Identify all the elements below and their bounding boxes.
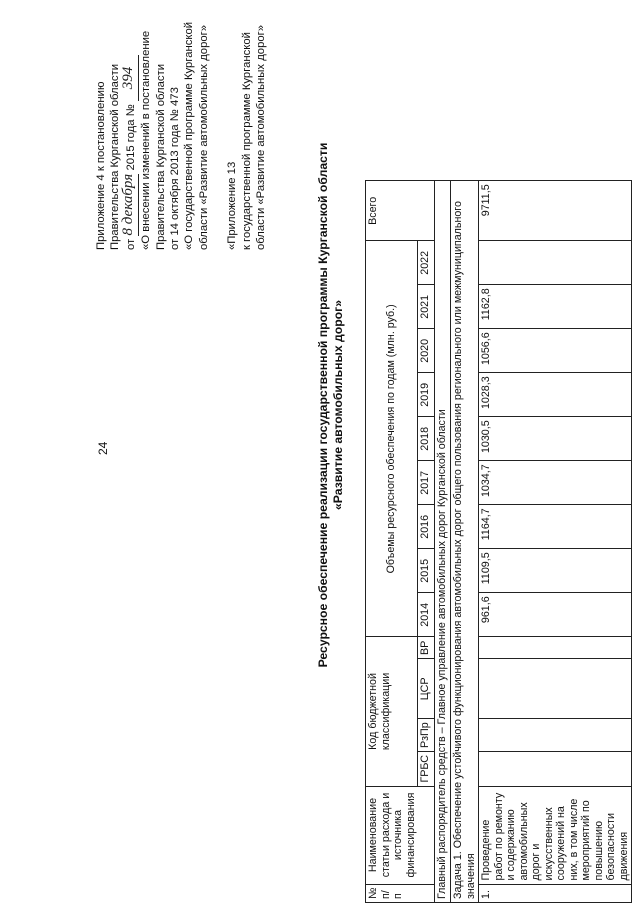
year-2020: 2020 bbox=[418, 329, 435, 373]
number-label: № bbox=[124, 104, 137, 117]
code-csr: ЦСР bbox=[418, 659, 435, 719]
row1-csr bbox=[479, 659, 632, 719]
appendix-line-7: «О государственной программе Курганской bbox=[183, 21, 196, 250]
year-2017: 2017 bbox=[418, 461, 435, 505]
row1-total: 9711,5 bbox=[479, 181, 632, 241]
row1-no: 1. bbox=[479, 884, 632, 902]
year-2014: 2014 bbox=[418, 593, 435, 637]
year-2021: 2021 bbox=[418, 285, 435, 329]
date-field bbox=[119, 173, 139, 236]
date-prefix: от bbox=[124, 238, 137, 250]
task-row: Задача 1. Обеспечение устойчивого функционирования автомобильных дорог общего пользования регионального или межмуниципального значения bbox=[451, 181, 479, 903]
row1-grbs bbox=[479, 752, 632, 787]
appendix-line-10: к государственной программе Курганской bbox=[240, 32, 253, 250]
header-code: Код бюджетной классификации bbox=[366, 637, 418, 786]
row1-2020: 1056,6 bbox=[479, 329, 632, 373]
year-2022: 2022 bbox=[418, 241, 435, 285]
row1-2016: 1164,7 bbox=[479, 505, 632, 549]
document-title bbox=[316, 95, 346, 715]
year-2018: 2018 bbox=[418, 417, 435, 461]
row1-name: Проведение работ по ремонту и содержанию автомобильных дорог и искусственных сооружений на них, в том числе мероприятий по повышению безопасности движения bbox=[479, 786, 632, 884]
resource-table bbox=[365, 180, 632, 903]
date-year: 2015 года bbox=[124, 119, 137, 171]
row1-2021: 1162,8 bbox=[479, 285, 632, 329]
row1-rzpr bbox=[479, 719, 632, 752]
year-2016: 2016 bbox=[418, 505, 435, 549]
code-vr: ВР bbox=[418, 637, 435, 659]
row1-2014: 961,6 bbox=[479, 593, 632, 637]
year-2015: 2015 bbox=[418, 549, 435, 593]
appendix-line-9: «Приложение 13 bbox=[226, 161, 239, 250]
header-volumes: Объемы ресурсного обеспечения по годам (млн. руб.) bbox=[366, 241, 418, 637]
row1-2022 bbox=[479, 241, 632, 285]
page-number: 24 bbox=[96, 441, 110, 455]
appendix-line-1: Приложение 4 к постановлению bbox=[95, 81, 107, 250]
row1-vr bbox=[479, 637, 632, 659]
row1-2018: 1030,5 bbox=[479, 417, 632, 461]
appendix-line-6: от 14 октября 2013 года № 473 bbox=[169, 87, 182, 250]
title-line-1: Ресурсное обеспечение реализации государственной программы Курганской области bbox=[316, 142, 330, 668]
row1-2019: 1028,3 bbox=[479, 373, 632, 417]
appendix-line-4: «О внесении изменений в постановление bbox=[140, 30, 153, 250]
row1-2015: 1109,5 bbox=[479, 549, 632, 593]
header-name: Наименование статьи расхода и источника финансирования bbox=[366, 786, 435, 884]
number-handwritten: 394 bbox=[119, 66, 136, 90]
header-total: Всего bbox=[366, 181, 435, 241]
title-line-2: «Развитие автомобильных дорог» bbox=[331, 300, 345, 510]
date-handwritten: 8 декабря bbox=[119, 173, 136, 236]
appendix-line-11: области «Развитие автомобильных дорог» bbox=[255, 24, 268, 250]
appendix-date-line bbox=[119, 20, 139, 250]
year-2019: 2019 bbox=[418, 373, 435, 417]
header-no: № п/п bbox=[366, 884, 435, 902]
appendix-line-8: области «Развитие автомобильных дорог» bbox=[197, 24, 210, 250]
number-field bbox=[119, 55, 139, 101]
appendix-line-5: Правительства Курганской области bbox=[154, 63, 167, 250]
code-rzpr: РзПр bbox=[418, 719, 435, 752]
appendix-line-2: Правительства Курганской области bbox=[109, 63, 122, 250]
appendix-header bbox=[94, 20, 268, 250]
row1-2017: 1034,7 bbox=[479, 461, 632, 505]
code-grbs: ГРБС bbox=[418, 752, 435, 787]
manager-row: Главный распорядитель средств – Главное управление автомобильных дорог Курганской области bbox=[435, 181, 451, 903]
